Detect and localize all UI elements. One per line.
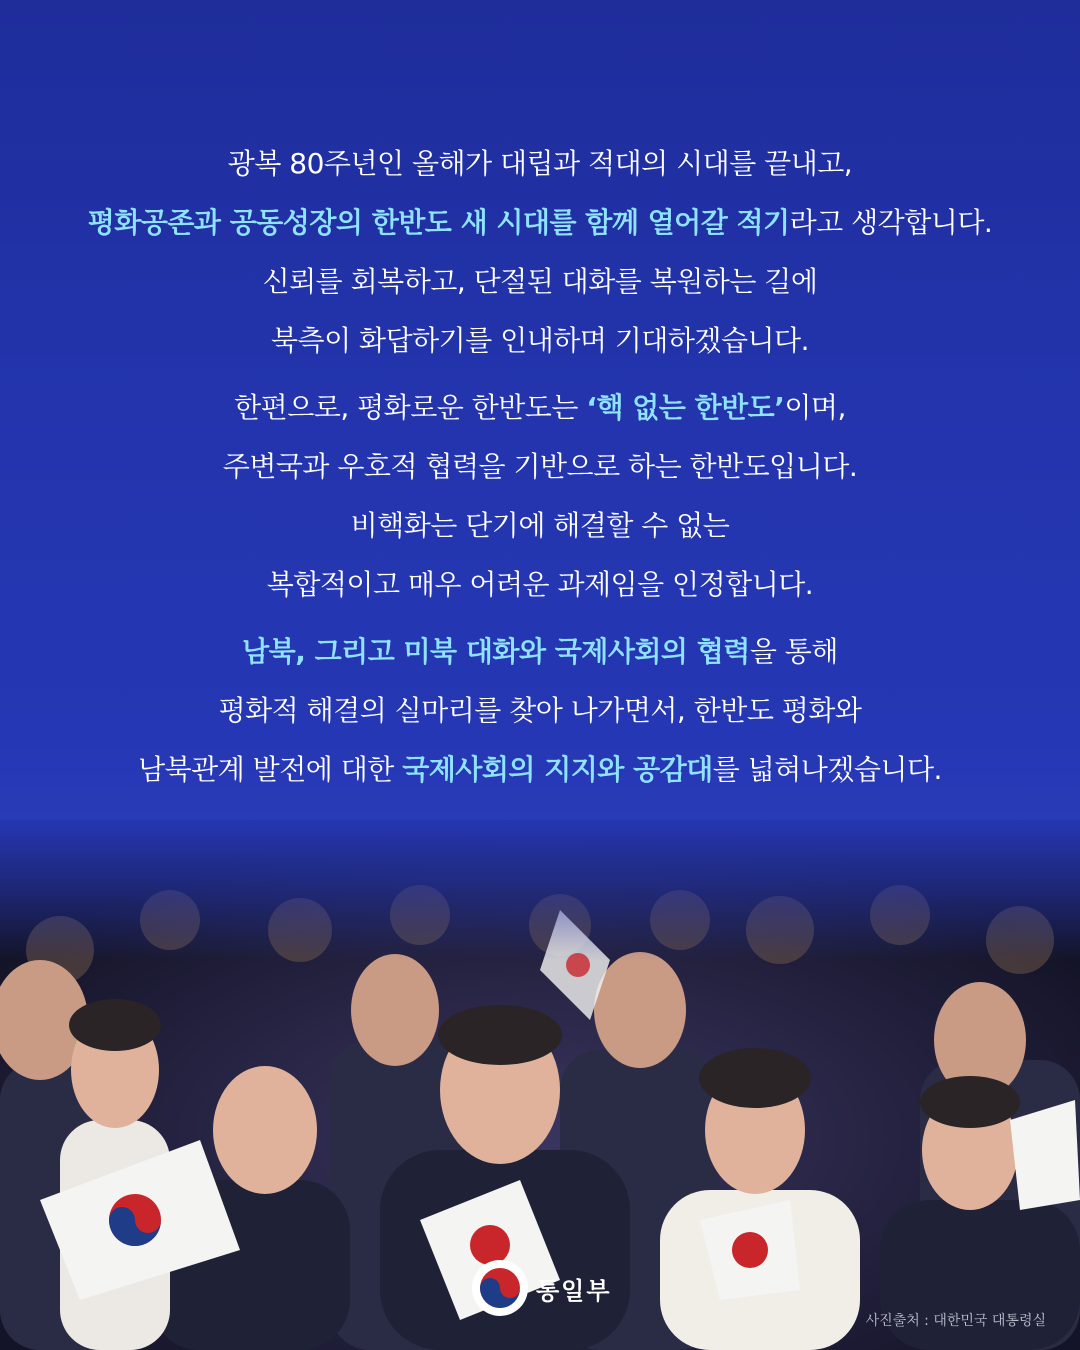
text-line (0, 193, 1080, 252)
text-line (0, 740, 1080, 799)
text-line: 광복 80주년인 올해가 대립과 적대의 시대를 끝내고, (227, 147, 853, 180)
text-line: 북측이 화답하기를 인내하며 기대하겠습니다. (270, 324, 810, 357)
photo-credit: 사진출처 : 대한민국 대통령실 (865, 1313, 1046, 1329)
text-line: 비핵화는 단기에 해결할 수 없는 (350, 509, 730, 542)
text-line: 신뢰를 회복하고, 단절된 대화를 복원하는 길에 (262, 265, 818, 298)
text-line: 평화적 해결의 실마리를 찾아 나가면서, 한반도 평화와 (218, 694, 862, 727)
paragraph-2 (0, 378, 1080, 614)
text-line: 복합적이고 매우 어려운 과제임을 인정합니다. (266, 568, 814, 601)
paragraph-1 (0, 134, 1080, 370)
text-line: 주변국과 우호적 협력을 기반으로 하는 한반도입니다. (222, 450, 858, 483)
ministry-logo (472, 1258, 612, 1318)
paragraph-3 (0, 622, 1080, 799)
text-line (0, 622, 1080, 681)
text-segment: 을 통해 (749, 635, 838, 668)
highlight-text: 남북, 그리고 미북 대화와 국제사회의 협력 (242, 635, 750, 668)
highlight-text: ‘핵 없는 한반도’ (586, 391, 785, 424)
text-segment: 를 넓혀나겠습니다. (712, 753, 942, 786)
text-segment: 라고 생각합니다. (789, 206, 993, 239)
photo-fade (0, 820, 1080, 960)
text-line (0, 378, 1080, 437)
logo-text: 통일부 (536, 1276, 612, 1305)
text-segment: 한편으로, 평화로운 한반도는 (234, 391, 587, 424)
highlight-text: 국제사회의 지지와 공감대 (402, 753, 713, 786)
text-segment: 남북관계 발전에 대한 (138, 753, 403, 786)
taegeuk-icon (472, 1260, 528, 1316)
highlight-text: 평화공존과 공동성장의 한반도 새 시대를 함께 열어갈 적기 (87, 206, 790, 239)
text-segment: 이며, (784, 391, 846, 424)
